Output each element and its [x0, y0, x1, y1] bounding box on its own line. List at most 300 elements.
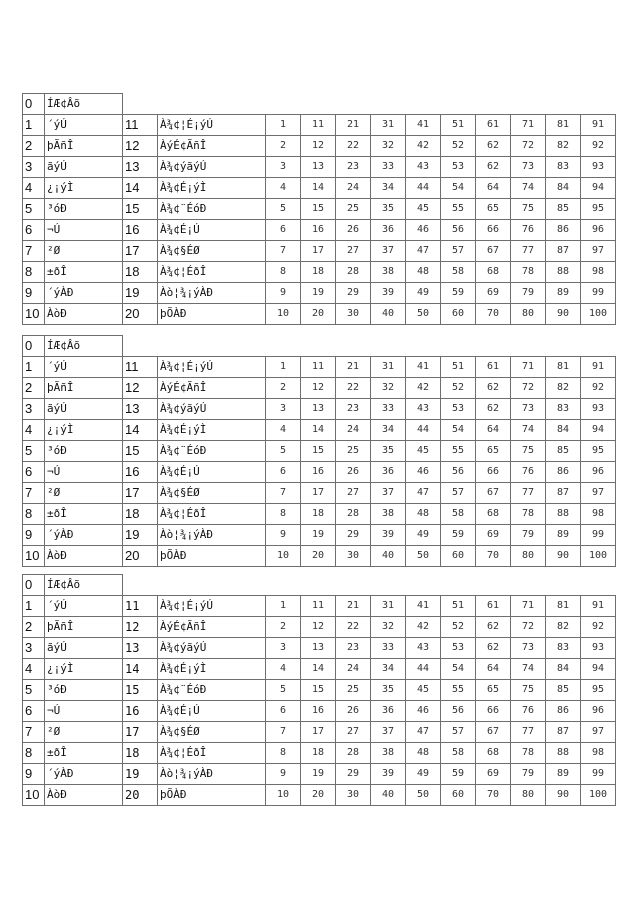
- row-word: ´ýÀÐ: [45, 764, 123, 785]
- row-word: ãýÚ: [45, 399, 123, 420]
- value-cell: 12: [301, 378, 336, 399]
- value-cell: 42: [406, 378, 441, 399]
- value-cell: 10: [266, 785, 301, 806]
- empty-cell: [158, 336, 266, 357]
- value-cell: 17: [301, 483, 336, 504]
- row-number-2: 14: [123, 659, 158, 680]
- value-cell: 98: [581, 504, 616, 525]
- value-cell: 55: [441, 441, 476, 462]
- value-cell: 37: [371, 483, 406, 504]
- value-cell: 97: [581, 241, 616, 262]
- value-cell: 80: [511, 304, 546, 325]
- value-cell: 76: [511, 701, 546, 722]
- row-number: 3: [23, 157, 45, 178]
- row-word-2: þÕÀÐ: [158, 304, 266, 325]
- value-cell: 88: [546, 504, 581, 525]
- number-words-table: [22, 93, 616, 325]
- value-cell: 8: [266, 504, 301, 525]
- empty-cell: [266, 94, 301, 115]
- value-cell: 17: [301, 722, 336, 743]
- value-cell: 53: [441, 638, 476, 659]
- empty-cell: [441, 336, 476, 357]
- value-cell: 79: [511, 283, 546, 304]
- table-header-row: [23, 575, 616, 596]
- row-word: þÃñÎ: [45, 617, 123, 638]
- value-cell: 90: [546, 546, 581, 567]
- value-cell: 87: [546, 241, 581, 262]
- value-cell: 22: [336, 378, 371, 399]
- value-cell: 43: [406, 399, 441, 420]
- value-cell: 83: [546, 157, 581, 178]
- value-cell: 75: [511, 441, 546, 462]
- value-cell: 36: [371, 462, 406, 483]
- row-word: ¿¡ýÌ: [45, 659, 123, 680]
- row-number-2: 16: [123, 220, 158, 241]
- value-cell: 73: [511, 157, 546, 178]
- row-word-2: À¾¢¨ÉóÐ: [158, 199, 266, 220]
- row-word-2: À¾¢É¡ýÌ: [158, 659, 266, 680]
- value-cell: 34: [371, 659, 406, 680]
- row-number-2: 16: [123, 701, 158, 722]
- row-number: 2: [23, 378, 45, 399]
- value-cell: 31: [371, 596, 406, 617]
- value-cell: 1: [266, 596, 301, 617]
- row-number-2: 12: [123, 378, 158, 399]
- row-number: 2: [23, 136, 45, 157]
- header-number: 0: [23, 336, 45, 357]
- table-row: [23, 115, 616, 136]
- value-cell: 47: [406, 241, 441, 262]
- table-header-row: [23, 336, 616, 357]
- value-cell: 51: [441, 115, 476, 136]
- value-cell: 3: [266, 638, 301, 659]
- value-cell: 26: [336, 701, 371, 722]
- value-cell: 46: [406, 462, 441, 483]
- value-cell: 23: [336, 399, 371, 420]
- value-cell: 54: [441, 178, 476, 199]
- table-row: [23, 546, 616, 567]
- value-cell: 2: [266, 378, 301, 399]
- value-cell: 43: [406, 157, 441, 178]
- row-number: 1: [23, 357, 45, 378]
- value-cell: 49: [406, 764, 441, 785]
- empty-cell: [158, 575, 266, 596]
- value-cell: 35: [371, 441, 406, 462]
- row-word-2: À¾¢É¡Ú: [158, 220, 266, 241]
- value-cell: 65: [476, 199, 511, 220]
- row-word-2: À¾¢É¡Ú: [158, 462, 266, 483]
- value-cell: 71: [511, 596, 546, 617]
- value-cell: 86: [546, 462, 581, 483]
- row-number: 9: [23, 283, 45, 304]
- row-word: ²Ø: [45, 241, 123, 262]
- value-cell: 43: [406, 638, 441, 659]
- value-cell: 18: [301, 262, 336, 283]
- header-word: ÍÆ¢Âõ: [45, 94, 123, 115]
- row-word: ´ýÚ: [45, 357, 123, 378]
- empty-cell: [476, 575, 511, 596]
- value-cell: 58: [441, 504, 476, 525]
- value-cell: 88: [546, 262, 581, 283]
- empty-cell: [581, 94, 616, 115]
- value-cell: 89: [546, 525, 581, 546]
- value-cell: 73: [511, 399, 546, 420]
- value-cell: 45: [406, 680, 441, 701]
- value-cell: 29: [336, 283, 371, 304]
- value-cell: 56: [441, 462, 476, 483]
- empty-cell: [336, 575, 371, 596]
- value-cell: 55: [441, 680, 476, 701]
- value-cell: 84: [546, 659, 581, 680]
- row-number-2: 19: [123, 283, 158, 304]
- value-cell: 36: [371, 701, 406, 722]
- table-row: [23, 785, 616, 806]
- value-cell: 8: [266, 743, 301, 764]
- empty-cell: [406, 94, 441, 115]
- value-cell: 64: [476, 420, 511, 441]
- value-cell: 21: [336, 357, 371, 378]
- header-number: 0: [23, 575, 45, 596]
- value-cell: 41: [406, 115, 441, 136]
- number-table-3: [22, 574, 608, 806]
- value-cell: 7: [266, 722, 301, 743]
- value-cell: 80: [511, 785, 546, 806]
- value-cell: 28: [336, 504, 371, 525]
- row-word: ãýÚ: [45, 157, 123, 178]
- value-cell: 98: [581, 262, 616, 283]
- value-cell: 78: [511, 743, 546, 764]
- value-cell: 13: [301, 157, 336, 178]
- value-cell: 58: [441, 262, 476, 283]
- value-cell: 99: [581, 283, 616, 304]
- row-word-2: À¾¢É¡ýÌ: [158, 420, 266, 441]
- row-word-2: Àò¦¾¡ýÀÐ: [158, 764, 266, 785]
- value-cell: 70: [476, 304, 511, 325]
- value-cell: 27: [336, 483, 371, 504]
- row-number: 4: [23, 659, 45, 680]
- value-cell: 14: [301, 420, 336, 441]
- value-cell: 95: [581, 441, 616, 462]
- value-cell: 39: [371, 525, 406, 546]
- value-cell: 32: [371, 378, 406, 399]
- row-word-2: À¾¢¦É¡ýÚ: [158, 596, 266, 617]
- value-cell: 52: [441, 617, 476, 638]
- value-cell: 49: [406, 283, 441, 304]
- value-cell: 77: [511, 722, 546, 743]
- row-word-2: ÀýÉ¢ÃñÎ: [158, 378, 266, 399]
- row-word: ´ýÚ: [45, 596, 123, 617]
- row-number: 9: [23, 525, 45, 546]
- empty-cell: [266, 575, 301, 596]
- value-cell: 32: [371, 617, 406, 638]
- row-word-2: À¾¢¦É¡ýÚ: [158, 357, 266, 378]
- row-number-2: 14: [123, 178, 158, 199]
- value-cell: 69: [476, 525, 511, 546]
- value-cell: 47: [406, 483, 441, 504]
- value-cell: 50: [406, 304, 441, 325]
- value-cell: 78: [511, 504, 546, 525]
- value-cell: 19: [301, 525, 336, 546]
- row-number-2: 13: [123, 638, 158, 659]
- value-cell: 21: [336, 596, 371, 617]
- value-cell: 20: [301, 546, 336, 567]
- value-cell: 68: [476, 743, 511, 764]
- value-cell: 15: [301, 199, 336, 220]
- value-cell: 46: [406, 701, 441, 722]
- value-cell: 81: [546, 357, 581, 378]
- value-cell: 50: [406, 546, 441, 567]
- table-row: [23, 743, 616, 764]
- row-number-2: 19: [123, 525, 158, 546]
- row-word-2: À¾¢É¡ýÌ: [158, 178, 266, 199]
- value-cell: 95: [581, 680, 616, 701]
- value-cell: 96: [581, 220, 616, 241]
- value-cell: 16: [301, 701, 336, 722]
- value-cell: 25: [336, 199, 371, 220]
- value-cell: 27: [336, 722, 371, 743]
- value-cell: 45: [406, 199, 441, 220]
- row-word-2: À¾¢§ÉØ: [158, 483, 266, 504]
- empty-cell: [581, 336, 616, 357]
- row-number: 8: [23, 262, 45, 283]
- row-word-2: À¾¢§ÉØ: [158, 241, 266, 262]
- value-cell: 83: [546, 399, 581, 420]
- row-word-2: À¾¢ýãýÚ: [158, 399, 266, 420]
- value-cell: 6: [266, 220, 301, 241]
- row-word-2: À¾¢¨ÉóÐ: [158, 680, 266, 701]
- row-word: ãýÚ: [45, 638, 123, 659]
- value-cell: 85: [546, 680, 581, 701]
- value-cell: 1: [266, 357, 301, 378]
- table-row: [23, 357, 616, 378]
- row-number: 5: [23, 441, 45, 462]
- value-cell: 20: [301, 304, 336, 325]
- row-number-2: 18: [123, 262, 158, 283]
- value-cell: 60: [441, 546, 476, 567]
- row-number-2: 15: [123, 441, 158, 462]
- value-cell: 9: [266, 283, 301, 304]
- row-number-2: 20: [123, 785, 158, 806]
- row-number: 6: [23, 462, 45, 483]
- value-cell: 76: [511, 220, 546, 241]
- value-cell: 4: [266, 659, 301, 680]
- value-cell: 55: [441, 199, 476, 220]
- value-cell: 14: [301, 178, 336, 199]
- value-cell: 51: [441, 596, 476, 617]
- value-cell: 90: [546, 304, 581, 325]
- row-number: 6: [23, 220, 45, 241]
- value-cell: 58: [441, 743, 476, 764]
- value-cell: 82: [546, 617, 581, 638]
- empty-cell: [371, 94, 406, 115]
- value-cell: 16: [301, 462, 336, 483]
- value-cell: 30: [336, 546, 371, 567]
- value-cell: 22: [336, 617, 371, 638]
- value-cell: 23: [336, 638, 371, 659]
- value-cell: 91: [581, 357, 616, 378]
- row-word: ´ýÀÐ: [45, 525, 123, 546]
- value-cell: 81: [546, 115, 581, 136]
- table-row: [23, 178, 616, 199]
- row-word-2: À¾¢É¡Ú: [158, 701, 266, 722]
- value-cell: 89: [546, 764, 581, 785]
- table-row: [23, 241, 616, 262]
- value-cell: 52: [441, 378, 476, 399]
- value-cell: 41: [406, 596, 441, 617]
- value-cell: 92: [581, 136, 616, 157]
- row-word: þÃñÎ: [45, 136, 123, 157]
- value-cell: 60: [441, 304, 476, 325]
- value-cell: 97: [581, 722, 616, 743]
- value-cell: 39: [371, 283, 406, 304]
- row-word-2: À¾¢¨ÉóÐ: [158, 441, 266, 462]
- row-number: 1: [23, 596, 45, 617]
- value-cell: 1: [266, 115, 301, 136]
- value-cell: 11: [301, 596, 336, 617]
- row-number: 1: [23, 115, 45, 136]
- row-word: ÀòÐ: [45, 304, 123, 325]
- value-cell: 92: [581, 617, 616, 638]
- empty-cell: [371, 575, 406, 596]
- value-cell: 97: [581, 483, 616, 504]
- value-cell: 48: [406, 743, 441, 764]
- value-cell: 62: [476, 399, 511, 420]
- value-cell: 52: [441, 136, 476, 157]
- row-word-2: À¾¢¦É¡ýÚ: [158, 115, 266, 136]
- value-cell: 53: [441, 157, 476, 178]
- value-cell: 20: [301, 785, 336, 806]
- row-word: þÃñÎ: [45, 378, 123, 399]
- empty-cell: [301, 575, 336, 596]
- row-number-2: 11: [123, 596, 158, 617]
- value-cell: 91: [581, 596, 616, 617]
- row-number-2: 19: [123, 764, 158, 785]
- value-cell: 57: [441, 722, 476, 743]
- row-number: 2: [23, 617, 45, 638]
- row-number-2: 15: [123, 680, 158, 701]
- row-number-2: 12: [123, 617, 158, 638]
- value-cell: 84: [546, 178, 581, 199]
- empty-cell: [301, 336, 336, 357]
- row-word: ³óÐ: [45, 199, 123, 220]
- value-cell: 79: [511, 525, 546, 546]
- value-cell: 11: [301, 115, 336, 136]
- empty-cell: [511, 575, 546, 596]
- row-word: ¬Ú: [45, 462, 123, 483]
- value-cell: 74: [511, 659, 546, 680]
- value-cell: 74: [511, 178, 546, 199]
- value-cell: 77: [511, 241, 546, 262]
- value-cell: 19: [301, 283, 336, 304]
- empty-cell: [476, 94, 511, 115]
- row-word-2: ÀýÉ¢ÃñÎ: [158, 136, 266, 157]
- value-cell: 5: [266, 199, 301, 220]
- empty-cell: [123, 94, 158, 115]
- value-cell: 72: [511, 378, 546, 399]
- value-cell: 77: [511, 483, 546, 504]
- row-word-2: þÕÀÐ: [158, 785, 266, 806]
- table-row: [23, 525, 616, 546]
- value-cell: 26: [336, 220, 371, 241]
- value-cell: 38: [371, 262, 406, 283]
- value-cell: 5: [266, 680, 301, 701]
- table-row: [23, 764, 616, 785]
- value-cell: 49: [406, 525, 441, 546]
- value-cell: 29: [336, 764, 371, 785]
- value-cell: 33: [371, 638, 406, 659]
- value-cell: 62: [476, 378, 511, 399]
- row-number: 7: [23, 722, 45, 743]
- row-number-2: 12: [123, 136, 158, 157]
- table-row: [23, 462, 616, 483]
- row-number-2: 15: [123, 199, 158, 220]
- value-cell: 3: [266, 399, 301, 420]
- row-word: ÀòÐ: [45, 785, 123, 806]
- row-number: 6: [23, 701, 45, 722]
- value-cell: 100: [581, 304, 616, 325]
- value-cell: 72: [511, 136, 546, 157]
- value-cell: 59: [441, 764, 476, 785]
- value-cell: 21: [336, 115, 371, 136]
- row-number: 10: [23, 785, 45, 806]
- table-row: [23, 304, 616, 325]
- row-number: 7: [23, 483, 45, 504]
- empty-cell: [336, 94, 371, 115]
- row-number-2: 14: [123, 420, 158, 441]
- value-cell: 41: [406, 357, 441, 378]
- value-cell: 48: [406, 262, 441, 283]
- value-cell: 81: [546, 596, 581, 617]
- value-cell: 82: [546, 136, 581, 157]
- value-cell: 79: [511, 764, 546, 785]
- value-cell: 2: [266, 136, 301, 157]
- header-word: ÍÆ¢Âõ: [45, 575, 123, 596]
- empty-cell: [123, 575, 158, 596]
- value-cell: 73: [511, 638, 546, 659]
- value-cell: 86: [546, 220, 581, 241]
- row-number: 8: [23, 743, 45, 764]
- value-cell: 8: [266, 262, 301, 283]
- value-cell: 68: [476, 504, 511, 525]
- value-cell: 6: [266, 462, 301, 483]
- row-word-2: Àò¦¾¡ýÀÐ: [158, 283, 266, 304]
- empty-cell: [441, 94, 476, 115]
- value-cell: 22: [336, 136, 371, 157]
- value-cell: 87: [546, 722, 581, 743]
- empty-cell: [123, 336, 158, 357]
- value-cell: 69: [476, 764, 511, 785]
- row-word-2: À¾¢¦ÉðÎ: [158, 743, 266, 764]
- number-words-table: [22, 335, 616, 567]
- value-cell: 37: [371, 241, 406, 262]
- empty-cell: [266, 336, 301, 357]
- value-cell: 72: [511, 617, 546, 638]
- value-cell: 88: [546, 743, 581, 764]
- value-cell: 66: [476, 701, 511, 722]
- table-row: [23, 420, 616, 441]
- row-word-2: À¾¢ýãýÚ: [158, 157, 266, 178]
- value-cell: 61: [476, 115, 511, 136]
- value-cell: 12: [301, 136, 336, 157]
- value-cell: 94: [581, 659, 616, 680]
- row-word-2: À¾¢¦ÉðÎ: [158, 504, 266, 525]
- value-cell: 62: [476, 136, 511, 157]
- value-cell: 28: [336, 743, 371, 764]
- row-word: ±ðÎ: [45, 262, 123, 283]
- empty-cell: [301, 94, 336, 115]
- value-cell: 71: [511, 357, 546, 378]
- value-cell: 24: [336, 178, 371, 199]
